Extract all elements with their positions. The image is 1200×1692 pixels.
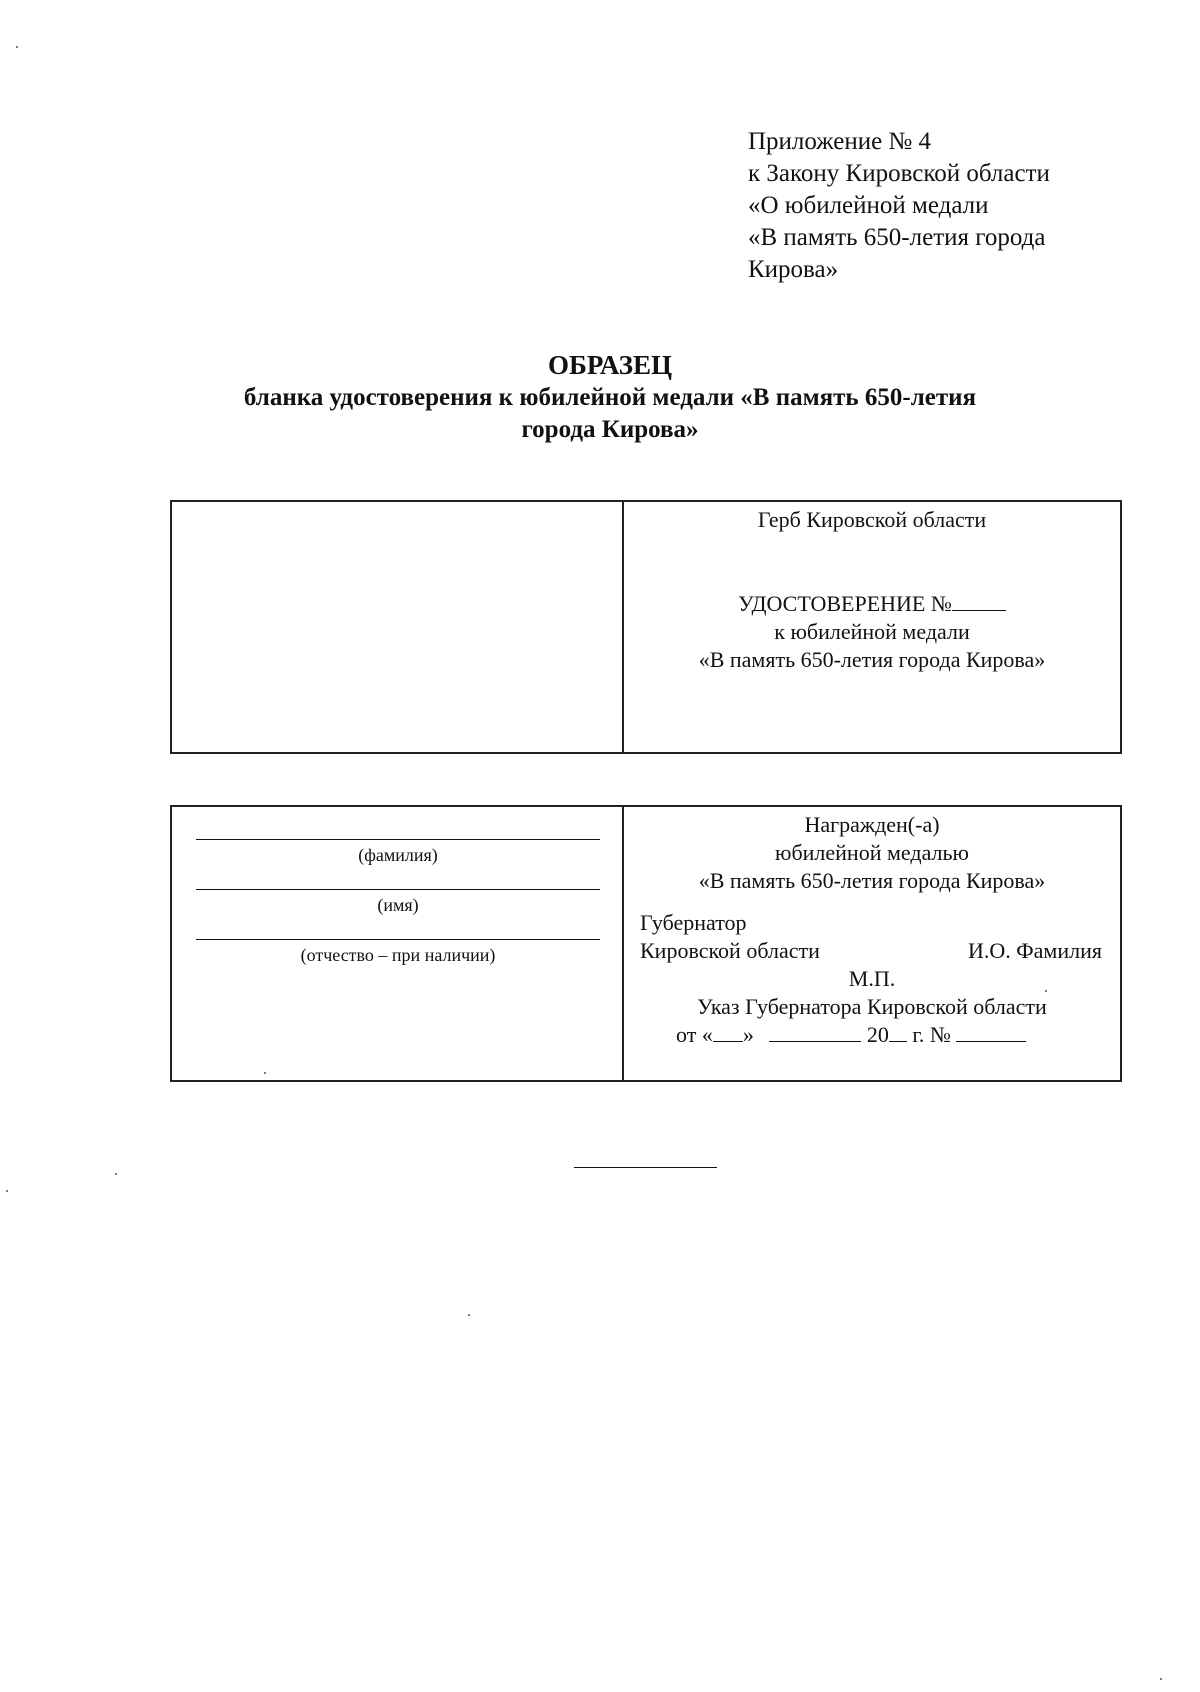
scan-speck [1045, 990, 1047, 992]
inner-right-panel [624, 807, 1120, 1080]
governor-name: И.О. Фамилия [968, 938, 1102, 963]
surname-field [196, 839, 600, 866]
annex-line-2: к Закону Кировской области [748, 160, 1050, 187]
awarded-line-3: «В память 650-летия города Кирова» [698, 868, 1046, 893]
name-field [196, 889, 600, 916]
awarded-line-1: Награжден(-а) [804, 812, 940, 837]
governor-title-line-2: Кировской области [640, 938, 820, 963]
scan-speck [264, 1072, 266, 1074]
surname-label: (фамилия) [358, 845, 438, 865]
annex-line-5: Кирова» [748, 256, 839, 283]
certificate-number-line [624, 590, 1120, 618]
bottom-separator [574, 1167, 717, 1168]
certificate-label: УДОСТОВЕРЕНИЕ № [738, 591, 952, 616]
cover-left-panel [172, 502, 624, 752]
decree-date-line [624, 1021, 1120, 1049]
annex-line-4: «В память 650-летия города [748, 224, 1046, 251]
coat-of-arms-label: Герб Кировской области [757, 507, 987, 532]
title-sub-line-2: города Кирова» [521, 416, 699, 443]
title-main: ОБРАЗЕЦ [548, 350, 672, 380]
patronymic-field [196, 939, 600, 966]
inner-left-panel [172, 807, 624, 1080]
annex-line-1: Приложение № 4 [748, 128, 932, 155]
decree-number-blank [956, 1021, 1026, 1042]
day-blank [713, 1021, 743, 1042]
medal-line-2: «В память 650-летия города Кирова» [698, 647, 1046, 672]
date-quote-close: » [742, 1022, 754, 1047]
patronymic-label: (отчество – при наличии) [300, 945, 496, 965]
scan-speck [1160, 1678, 1162, 1680]
title-sub-line-1: бланка удостоверения к юбилейной медали «В память 650-летия [243, 384, 977, 411]
document-title [150, 348, 1070, 446]
certificate-cover-card [170, 500, 1122, 754]
medal-line-1: к юбилейной медали [774, 619, 970, 644]
decree-label: Указ Губернатора Кировской области [697, 994, 1047, 1019]
scan-speck [115, 1173, 117, 1175]
scan-speck [468, 1314, 470, 1316]
annex-line-3: «О юбилейной медали [748, 192, 989, 219]
date-prefix: от « [676, 1022, 713, 1047]
awarded-line-2: юбилейной медалью [775, 840, 969, 865]
scan-speck [6, 1190, 8, 1192]
year-prefix: 20 [866, 1022, 889, 1047]
annex-header [748, 126, 1050, 286]
certificate-number-blank [952, 590, 1006, 611]
governor-row [624, 937, 1120, 965]
seal-label: М.П. [848, 966, 896, 991]
cover-right-panel [624, 502, 1120, 752]
scan-speck [16, 46, 18, 48]
month-blank [769, 1021, 861, 1042]
year-suffix: г. № [912, 1022, 951, 1047]
year-blank [889, 1021, 907, 1042]
certificate-inner-card [170, 805, 1122, 1082]
governor-title-line-1: Губернатор [640, 910, 747, 935]
name-label: (имя) [377, 895, 419, 915]
